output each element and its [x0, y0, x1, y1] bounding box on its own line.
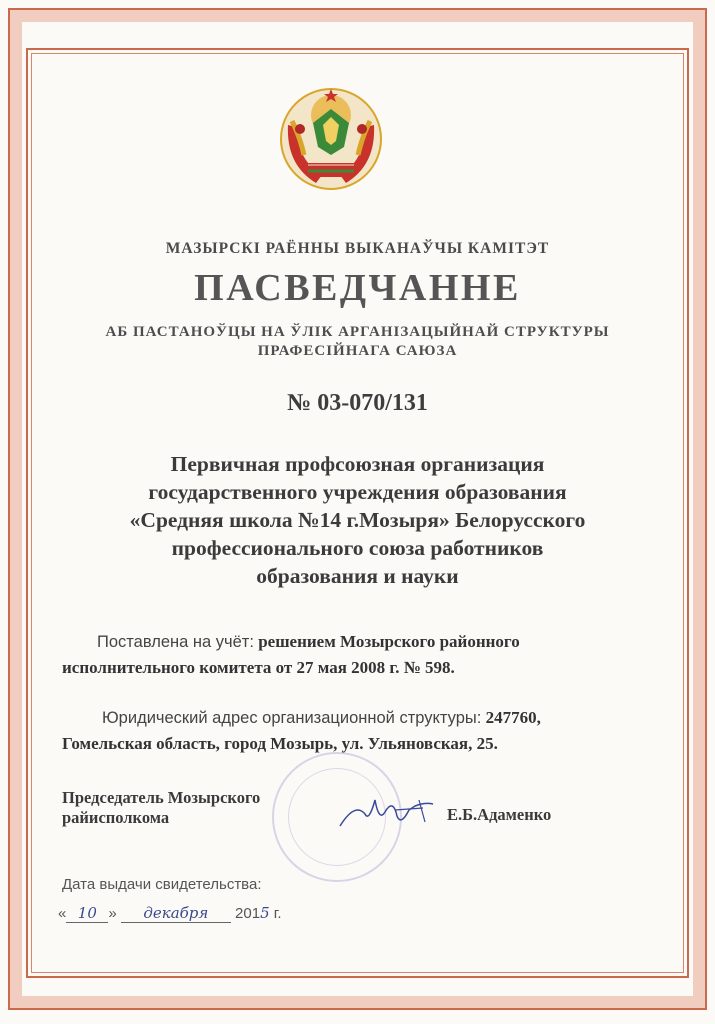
coat-of-arms-emblem	[278, 85, 384, 193]
issue-month: декабря	[121, 904, 231, 923]
council-name: МАЗЫРСКІ РАЁННЫ ВЫКАНАЎЧЫ КАМІТЭТ	[165, 240, 550, 257]
certificate-number: № 03-070/131	[287, 390, 428, 416]
issue-date	[58, 904, 282, 923]
organization-name	[0, 450, 715, 590]
address-postcode: 247760,	[485, 708, 541, 727]
issue-year-suffix: г.	[273, 905, 282, 922]
issue-date-label: Дата выдачи свидетельства:	[62, 876, 262, 893]
issue-year-prefix: 201	[235, 905, 261, 922]
organization-line: профессионального союза работников	[171, 536, 544, 560]
organization-line: образования и науки	[256, 564, 459, 588]
signatory-name: Е.Б.Адаменко	[447, 805, 552, 824]
registration-paragraph	[62, 629, 627, 681]
address-paragraph	[62, 705, 627, 757]
issue-day: 10	[66, 904, 108, 923]
signatory-position	[62, 788, 260, 828]
signatory-position-line: райисполкома	[62, 808, 170, 827]
address-text: Гомельская область, город Мозырь, ул. Ульяновская, 25.	[62, 734, 498, 753]
handwritten-signature	[335, 792, 445, 832]
issue-date-quote: »	[108, 905, 117, 922]
address-label: Юридический адрес организационной структуры:	[102, 709, 482, 727]
document-subtitle-line2: ПРАФЕСІЙНАГА САЮЗА	[257, 343, 458, 359]
issue-date-quote: «	[58, 905, 67, 922]
document-subtitle-line1: АБ ПАСТАНОЎЦЫ НА ЎЛІК АРГАНІЗАЦЫЙНАЙ СТРУКТУРЫ	[105, 324, 610, 340]
registration-text: исполнительного комитета от 27 мая 2008 г. № 598.	[62, 658, 455, 677]
organization-line: государственного учреждения образования	[148, 480, 567, 504]
issue-year-digit: 5	[260, 904, 270, 922]
registration-text: решением Мозырского районного	[258, 632, 520, 651]
document-title: ПАСВЕДЧАННЕ	[194, 267, 521, 309]
organization-line: Первичная профсоюзная организация	[170, 452, 545, 476]
registration-label: Поставлена на учёт:	[97, 633, 254, 651]
organization-line: «Средняя школа №14 г.Мозыря» Белорусского	[129, 508, 586, 532]
signatory-position-line: Председатель Мозырского	[62, 788, 261, 807]
